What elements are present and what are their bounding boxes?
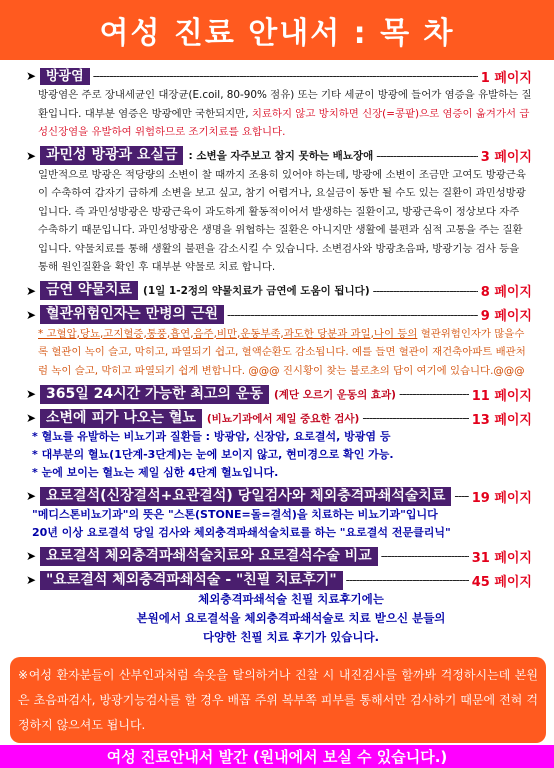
section-title: 소변에 피가 나오는 혈뇨 xyxy=(40,409,202,428)
section-body xyxy=(26,506,532,542)
page-number: 11 페이지 xyxy=(471,388,532,404)
leader-dots xyxy=(93,69,478,83)
section-title: 요로결석(신장결석+요관결석) 당일검사와 체외충격파쇄석술치료 xyxy=(40,487,451,506)
leader-dots xyxy=(373,284,478,298)
section-subtitle: (1일 1-2정의 약물치료가 금연에 도움이 됩니다) xyxy=(143,285,370,297)
leader-dots xyxy=(346,573,469,587)
list-item: 체외충격파쇄석술 친필 치료후기에는 xyxy=(198,592,384,606)
section-subtitle: (계단 오르기 운동의 효과) xyxy=(273,388,396,401)
list-item: 다양한 친필 치료 후기가 있습니다. xyxy=(203,630,379,644)
section-title: 365일 24시간 가능한 최고의 운동 xyxy=(40,385,269,404)
arrow-right-icon: ➤ xyxy=(26,148,37,163)
section-subtitle: : 소변을 자주보고 참지 못하는 배뇨장애 xyxy=(188,150,374,162)
toc-item-exercise xyxy=(26,384,532,404)
notice-box xyxy=(10,657,546,743)
section-body: * 고혈압,당뇨,고지혈증,통풍,흡연,음주,비만,운동부족,과도한 당분과 과일,나이 등의 혈관위험인자가 많을수록 혈관이 녹이 슬고, 막히고, 파열되기 쉽고, 혈액순환도 감소됩니다. 예를 들면 혈관이 재건축아파트 배관처럼 녹이 슬고, 막히고 파열되기 쉽게 변합니다. @@@ 진시황이 찾는 불로초의 답이 여기에 있습니다.@@@ xyxy=(38,327,526,377)
toc-item-vascular-risk xyxy=(26,305,532,381)
arrow-right-icon: ➤ xyxy=(26,549,37,563)
toc-item-urolithiasis xyxy=(26,486,532,542)
footer-banner: 여성 진료안내서 발간 (원내에서 보실 수 있습니다.) xyxy=(0,745,554,768)
section-body: 일반적으로 방광은 적당량의 소변이 찰 때까지 조용히 있어야 하는데, 방광에 소변이 조금만 고여도 방광근육이 수축하여 갑자기 급하게 소변을 보고 싶고, 참기 어렵거나, 요실금이 동반 될 수도 있는 질환이 과민성방광입니다. 즉 과민성방광은 방광근육이 과도하게 활동적이어서 발생하는 질환이고, 방광근육이 정상보다 자주 수축하기 때문입니다. 과민성방광은 생명을 위협하는 질환은 아니지만 생활에 불편과 심적 고통을 주는 질환입니다. 약물치료를 통해 생활의 불편을 감소시킬 수 있습니다. 소변검사와 방광초음파, 방광기능 검사 등을 통해 원인질환을 확인 후 대부분 약물로 치료 합니다. xyxy=(38,168,526,273)
leader-dots xyxy=(376,149,478,163)
page-number: 1 페이지 xyxy=(480,70,532,86)
section-body xyxy=(50,590,532,647)
toc-item-overactive-bladder xyxy=(26,146,532,277)
toc-item-eswl-vs-surgery xyxy=(26,546,532,566)
page-number: 19 페이지 xyxy=(471,490,532,506)
section-title: 금연 약물치료 xyxy=(40,281,138,300)
arrow-right-icon: ➤ xyxy=(26,387,37,401)
list-item: * 대부분의 혈뇨(1단계-3단계)는 눈에 보이지 않고, 현미경으로 확인 가능. xyxy=(32,448,394,461)
bullet-list xyxy=(26,428,532,482)
list-item: * 눈에 보이는 혈뇨는 제일 심한 4단계 혈뇨입니다. xyxy=(32,466,279,479)
leader-dots xyxy=(227,308,478,322)
section-title: 혈관위험인자는 만병의 근원 xyxy=(40,305,224,324)
leader-dots xyxy=(454,489,468,503)
leader-dots xyxy=(399,387,469,401)
arrow-right-icon: ➤ xyxy=(26,283,37,298)
page-title: 여성 진료 안내서 : 목 차 xyxy=(99,16,455,51)
page-number: 31 페이지 xyxy=(471,550,532,566)
list-item: * 혈뇨를 유발하는 비뇨기과 질환들 : 방광암, 신장암, 요로결석, 방광염 등 xyxy=(32,430,391,443)
toc-item-reviews xyxy=(26,570,532,647)
page-number: 8 페이지 xyxy=(480,285,532,300)
arrow-right-icon: ➤ xyxy=(26,69,37,83)
page-number: 9 페이지 xyxy=(480,309,532,324)
toc-item-smoking xyxy=(26,281,532,301)
list-item: "메디스톤비뇨기과"의 뜻은 "스톤(STONE=돌=결석)을 치료하는 비뇨기과"입니다 xyxy=(32,508,438,521)
arrow-right-icon: ➤ xyxy=(26,411,37,425)
arrow-right-icon: ➤ xyxy=(26,489,37,503)
arrow-right-icon: ➤ xyxy=(26,307,37,322)
toc xyxy=(26,66,532,651)
header-banner xyxy=(0,0,554,60)
section-title: 과민성 방광과 요실금 xyxy=(40,146,183,165)
leader-dots xyxy=(362,411,468,425)
page-number: 13 페이지 xyxy=(471,412,532,428)
section-body: 방광염은 주로 장내세균인 대장균(E.coil, 80-90% 점유) 또는 기타 세균이 방광에 들어가 염증을 유발하는 질환입니다. 대부분 염증은 방광에만 국한되지만, 치료하지 않고 방치하면 신장(=콩팥)으로 염증이 옮겨가서 급성신장염을 유발하여 위험하므로 조기치료를 요합니다. xyxy=(38,89,532,138)
section-title: 요로결석 체외충격파쇄석술치료와 요로결석수술 비교 xyxy=(40,547,378,566)
page-number: 45 페이지 xyxy=(471,574,532,590)
notice-text: ※여성 환자분들이 산부인과처럼 속옷을 탈의하거나 진찰 시 내진검사를 할까봐 걱정하시는데 본원은 초음파검사, 방광기능검사를 할 경우 배꼽 주위 복부쪽 피부를 통해서만 검사하기 때문에 전혀 걱정하지 않으셔도 됩니다. xyxy=(18,668,538,732)
toc-item-cystitis xyxy=(26,66,532,142)
section-subtitle: (비뇨기과에서 제일 중요한 검사) xyxy=(206,412,360,425)
list-item: 본원에서 요로결석을 체외충격파쇄석술로 치료 받으신 분들의 xyxy=(136,611,446,625)
arrow-right-icon: ➤ xyxy=(26,573,37,587)
leader-dots xyxy=(381,549,469,563)
toc-item-hematuria xyxy=(26,408,532,482)
section-title: 방광염 xyxy=(40,68,90,85)
page-number: 3 페이지 xyxy=(480,150,532,165)
list-item: 20년 이상 요로결석 당일 검사와 체외충격파쇄석술치료를 하는 "요로결석 전문클리닉" xyxy=(32,526,451,539)
section-title: "요로결석 체외충격파쇄석술 - "친필 치료후기" xyxy=(40,571,343,590)
